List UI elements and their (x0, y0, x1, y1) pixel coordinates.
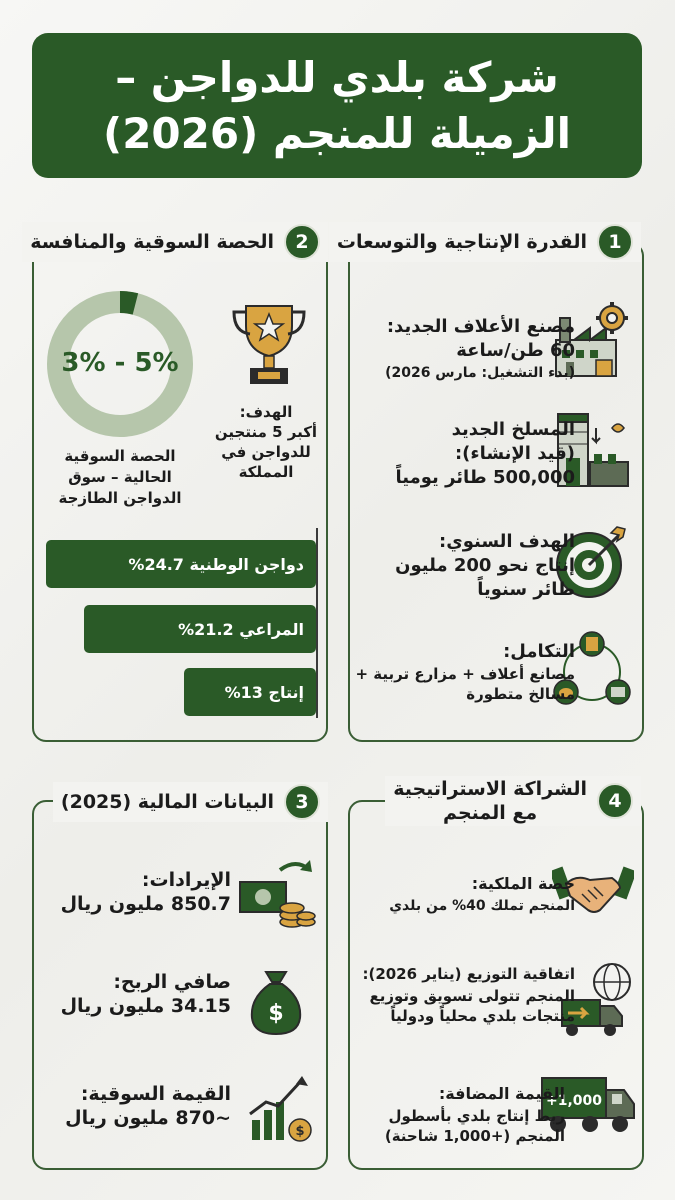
distribution-item (335, 962, 575, 1026)
donut-caption-line2: الحالية – سوق (68, 468, 172, 486)
slaughterhouse-label: المسلخ الجديد (451, 419, 575, 440)
distribution-value-2: منتجات بلدي محلياً ودولياً (390, 1007, 575, 1025)
section-title: الحصة السوقية والمنافسة (30, 231, 274, 253)
market-value-item (51, 1082, 231, 1130)
section-number-badge: 2 (284, 224, 320, 260)
ownership-label: حصة الملكية: (471, 874, 575, 893)
donut-caption-line1: الحصة السوقية (64, 447, 176, 465)
added-value-value: ربط إنتاج بلدي بأسطول (388, 1107, 565, 1125)
ownership-value: المنجم تملك 40% من بلدي (389, 898, 575, 914)
integration-value: مصانع أعلاف + مزارع تربية + (355, 665, 575, 683)
net-profit-label: صافي الربح: (113, 971, 231, 993)
section-number-badge: 1 (597, 224, 633, 260)
section-partnership-header (385, 776, 641, 826)
section-financial-header (53, 782, 328, 822)
goal-label: الهدف: (239, 403, 293, 421)
section-title: القدرة الإنتاجية والتوسعات (336, 231, 587, 253)
net-profit-value: 34.15 مليون ريال (60, 995, 231, 1017)
page-title-line1: شركة بلدي للدواجن – (115, 52, 559, 102)
section-number-badge: 3 (284, 784, 320, 820)
annual-target-item (375, 530, 575, 602)
revenue-label: الإيرادات: (141, 869, 231, 891)
added-value-value-2: المنجم (+1,000 شاحنة) (384, 1127, 565, 1145)
feed-factory-item (375, 315, 575, 383)
feed-factory-label: مصنع الأعلاف الجديد: (386, 316, 575, 337)
section-title-line2: مع المنجم (443, 802, 538, 824)
annual-target-value: إنتاج نحو 200 مليون (395, 555, 575, 576)
page-title-line2: الزميلة للمنجم (2026) (102, 108, 572, 158)
donut-value: 3% - 5% (61, 348, 179, 378)
bar-chart-axis (316, 528, 318, 718)
feed-factory-note: (بدء التشغيل: مارس 2026) (385, 365, 575, 381)
competitor-bar-alwataniah: دواجن الوطنية 24.7% (46, 540, 316, 588)
integration-item (345, 640, 575, 704)
donut-share-slice (120, 302, 135, 304)
competitor-bar-entaj: إنتاج 13% (184, 668, 316, 716)
market-value-label: القيمة السوقية: (80, 1083, 231, 1105)
market-value-value: ~870 مليون ريال (65, 1107, 231, 1129)
added-value-item (335, 1082, 565, 1146)
section-market-header (22, 222, 328, 262)
svg-text:$: $ (268, 1001, 284, 1026)
distribution-label: اتفاقية التوزيع (يناير 2026): (362, 965, 575, 983)
ownership-item (345, 872, 575, 916)
annual-target-label: الهدف السنوي: (439, 531, 575, 552)
goal-line3: المملكة (238, 463, 294, 481)
section-number-badge: 4 (597, 783, 633, 819)
title-banner (32, 33, 642, 178)
integration-value-2: مسالخ متطورة (466, 685, 575, 703)
goal-text (210, 402, 322, 482)
revenue-value: 850.7 مليون ريال (60, 893, 231, 915)
svg-text:$: $ (295, 1124, 305, 1139)
competitor-bar-almarai: المراعي 21.2% (84, 605, 316, 653)
section-title: البيانات المالية (2025) (60, 791, 274, 813)
annual-target-unit: طائر سنوياً (477, 579, 575, 600)
truck-label: +1,000 (545, 1093, 603, 1109)
trophy-icon (228, 300, 310, 390)
money-coins-icon (236, 856, 316, 930)
distribution-value: المنجم تتولى تسويق وتوزيع (369, 987, 575, 1005)
integration-label: التكامل: (503, 641, 575, 662)
goal-line2: للدواجن في (221, 443, 311, 461)
growth-chart-icon (246, 1074, 314, 1144)
slaughterhouse-capacity: 500,000 طائر يومياً (395, 467, 575, 488)
goal-line1: أكبر 5 منتجين (214, 423, 318, 441)
slaughterhouse-item (375, 418, 575, 490)
donut-caption-line3: الدواجن الطازجة (58, 489, 182, 507)
section-capacity-header (329, 222, 641, 262)
section-title-line1: الشراكة الاستراتيجية (393, 778, 587, 800)
money-bag-icon (248, 964, 304, 1038)
section-title (393, 777, 587, 825)
slaughterhouse-status: (قيد الإنشاء): (454, 443, 575, 464)
added-value-label: القيمة المضافة: (438, 1084, 565, 1103)
feed-factory-value: 60 طن/ساعة (456, 340, 575, 361)
net-profit-item (51, 970, 231, 1018)
revenue-item (51, 868, 231, 916)
donut-caption (44, 446, 196, 509)
